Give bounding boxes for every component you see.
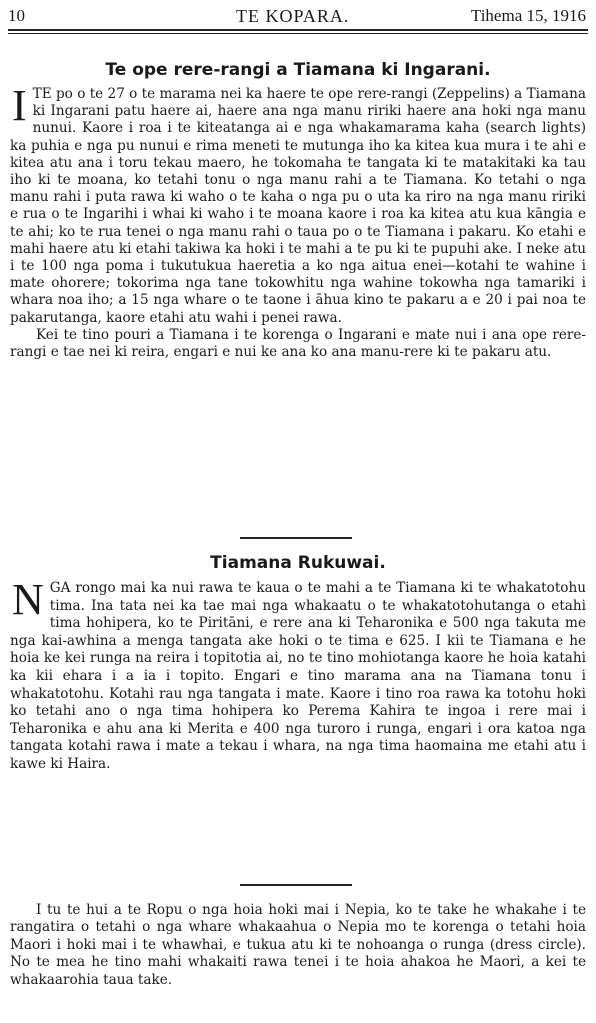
article2-text: GA rongo mai ka nui rawa te kaua o te mahi a te Tiamana ki te whakatotohu tima. Ina tata nei ka tae mai nga whakaatu o te whakatotohutanga o etahi tima hohipera, ko te Piritāni, e rere ana ki Teharonika e 500 nga takuta me nga kai-awhina a menga tangata ake hoki o te tima e 625. I kii te Tiamana e he hoia ke kei runga na reira i topitotia ai, no te tino mohiotanga kaore he hoia katahi ka kii ehara i a ia i topito. Engari e tino marama ana na Tiamana tonu i whakatotohu. Kotahi rau nga tangata i mate. Kaore i tino roa rawa ka totohu hoki ko tetahi ano o nga tima hohipera ko Perema Kahira te ingoa i rere mai i Teharonika e ahu ana ki Merita e 400 nga turoro i runga, engari i ora katoa nga tangata kotahi rawa i mate a tekau i whara, na nga tima haomaina me etahi atu i kawe ki Haira. [10,580,586,772]
issue-date: Tihema 15, 1916 [470,6,586,25]
header-rule [8,29,588,31]
article1-text: TE po o te 27 o te marama nei ka haere te ope rere-rangi (Zeppelins) a Tiamana ki Ingarani patu haere ai, haere ana nga manu ririki haere ana hoki nga manu nunui. Kaore i roa i te kiteatanga ai e nga whakamarama kaha (search lights) ka puhia e nga pu nunui e rima meneti te mutunga iho ka kitea kua mura i te ahi e kitea atu ana i toru tekau maero, he tokomaha te tangata ki te matakitaki ka tau iho ki te moana, ko tetahi tonu o nga manu rahi a te Tiamana. Ko tetahi o nga manu rahi i puta rawa ki waho o te kaha o nga pu o uta ka riro na nga manu ririki e rua o te Ingarihi i whai ki waho i te moana kaore i roa ka kitea atu kua kāngia e te ahi; ko te rua tenei o nga manu rahi o taua po o te Tiamana i pakaru. Ko etahi e mahi haere atu ki etahi takiwa ka hoki i te mahi a te pu ki te pupuhi ake. I neke atu i te 100 nga poma i tukutukua haeretia a ko nga aitua enei—kotahi te wahine i mate ohorere; tokorima nga tane tokowhitu nga wahine tokowha nga tamariki i whara noa iho; a 15 nga whare o te taone i āhua kino te pakaru a e 20 i pai noa te pakarutanga, kaore etahi atu wahi i penei rawa. [10,86,586,326]
article2-dropcap: N [12,575,44,624]
article3-text: I tu te hui a te Ropu o nga hoia hoki mai i Nepia, ko te take he whakahe i te rangatira o tetahi o nga whare whakaahua o Nepia mo te korenga o tetahi hoia Maori i hoki mai i te whawhai, e tukua atu ki te nohoanga o runga (dress circle). No te mea he tino mahi whakaiti rawa tenei i te hoia ahakoa he Maori, a kei te whakaarohia taua take. [10,902,586,988]
header-rule-thin [8,33,588,34]
article1-dropcap: I [12,81,27,130]
article1-text-2: Kei te tino pouri a Tiamana i te korenga o Ingarani e mate nui i ana ope rere-rangi e tae nei ki reira, engari e nui ke ana ko ana manu-rere ki te pakaru atu. [10,326,586,361]
article2-body [10,575,586,774]
newspaper-title: TE KOPARA. [236,6,350,26]
page-number: 10 [8,6,25,25]
section-divider-1 [240,537,352,539]
article1-body [10,81,586,361]
running-header [8,6,586,28]
article1-heading: Te ope rere-rangi a Tiamana ki Ingarani. [105,60,491,80]
article3-body [10,902,586,989]
article2-heading: Tiamana Rukuwai. [210,553,386,573]
section-divider-2 [240,884,352,886]
